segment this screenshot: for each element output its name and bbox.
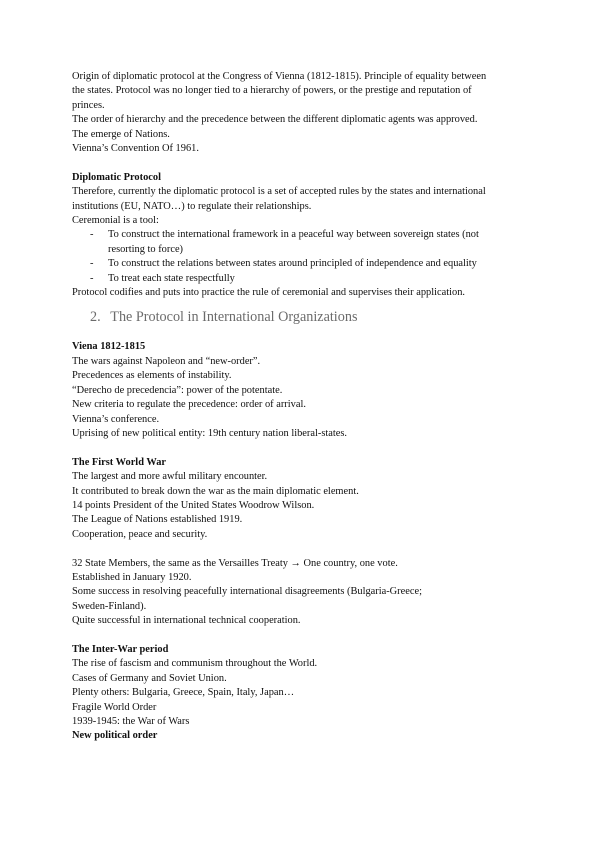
- body-line: 32 State Members, the same as the Versailles Treaty → One country, one vote.: [72, 557, 398, 569]
- body-line: 1939-1945: the War of Wars: [72, 716, 190, 727]
- list-item-line: To construct the relations between states around principled of independence and equality: [108, 258, 477, 270]
- section-number: 2.: [90, 309, 101, 326]
- intro-line: princes.: [72, 99, 105, 111]
- body-line: Ceremonial is a tool:: [72, 215, 159, 227]
- body-line: The wars against Napoleon and “new-order”.: [72, 355, 261, 367]
- body-line: Precedences as elements of instability.: [72, 370, 232, 382]
- body-line: The rise of fascism and communism throughout the World.: [72, 658, 318, 670]
- body-line: New criteria to regulate the precedence: order of arrival.: [72, 399, 306, 411]
- body-line: Plenty others: Bulgaria, Greece, Spain, Italy, Japan…: [72, 687, 295, 699]
- body-line: Therefore, currently the diplomatic protocol is a set of accepted rules by the states and international: [72, 186, 486, 198]
- spacer: [72, 156, 532, 170]
- section-title: Diplomatic Protocol: [72, 171, 161, 183]
- intro-line: The emerge of Nations.: [72, 128, 170, 140]
- section-title: Viena 1812-1815: [72, 341, 146, 353]
- body-line: Vienna’s conference.: [72, 413, 160, 425]
- dash-bullet: -: [90, 258, 94, 270]
- intro-line: The order of hierarchy and the precedence between the different diplomatic agents was approved.: [72, 114, 478, 126]
- document-page: [72, 70, 532, 744]
- intro-paragraph: [72, 70, 532, 156]
- intro-line: Vienna’s Convention Of 1961.: [72, 143, 199, 155]
- dash-bullet: -: [90, 272, 94, 284]
- body-line: Cases of Germany and Soviet Union.: [72, 672, 227, 684]
- body-line: Cooperation, peace and security.: [72, 528, 208, 540]
- diplomatic-protocol-section: [72, 171, 532, 301]
- first-world-war-section: [72, 456, 532, 629]
- inter-war-section: [72, 643, 532, 744]
- body-line: Quite successful in international technical cooperation.: [72, 615, 301, 627]
- body-line: 14 points President of the United States Woodrow Wilson.: [72, 499, 315, 511]
- list-item: [72, 257, 532, 271]
- body-line: The League of Nations established 1919.: [72, 514, 243, 526]
- body-line: institutions (EU, NATO…) to regulate their relationships.: [72, 200, 312, 212]
- body-line: It contributed to break down the war as the main diplomatic element.: [72, 485, 359, 497]
- list-item: [72, 228, 532, 257]
- body-line: Some success in resolving peacefully international disagreements (Bulgaria-Greece;: [72, 586, 422, 598]
- dash-bullet: -: [90, 229, 94, 241]
- section-title: New political order: [72, 730, 158, 742]
- body-line: “Derecho de precedencia”: power of the potentate.: [72, 384, 283, 396]
- spacer: [72, 441, 532, 455]
- body-line: Sweden-Finland).: [72, 600, 147, 612]
- list-item-line: resorting to force): [108, 243, 184, 255]
- body-line: The largest and more awful military encounter.: [72, 471, 268, 483]
- section-heading: [90, 308, 532, 326]
- intro-line: the states. Protocol was no longer tied to a hierarchy of powers, or the prestige and reputation of: [72, 85, 472, 97]
- body-line: Fragile World Order: [72, 701, 157, 713]
- list-item: [72, 272, 532, 286]
- body-line: Established in January 1920.: [72, 571, 192, 583]
- section-heading-title: The Protocol in International Organizations: [110, 309, 358, 326]
- body-line: Uprising of new political entity: 19th century nation liberal-states.: [72, 427, 347, 439]
- spacer: [72, 629, 532, 643]
- section-title: The Inter-War period: [72, 643, 169, 655]
- intro-line: Origin of diplomatic protocol at the Congress of Vienna (1812-1815). Principle of equality between: [72, 71, 487, 82]
- list-item-line: To construct the international framework in a peaceful way between sovereign states (not: [108, 229, 479, 241]
- spacer: [72, 542, 532, 556]
- vienna-section: [72, 340, 532, 441]
- section-title: The First World War: [72, 456, 167, 468]
- list-item-line: To treat each state respectfully: [108, 272, 235, 284]
- body-line: Protocol codifies and puts into practice the rule of ceremonial and supervises their application.: [72, 287, 465, 299]
- ceremonial-list: [72, 228, 532, 286]
